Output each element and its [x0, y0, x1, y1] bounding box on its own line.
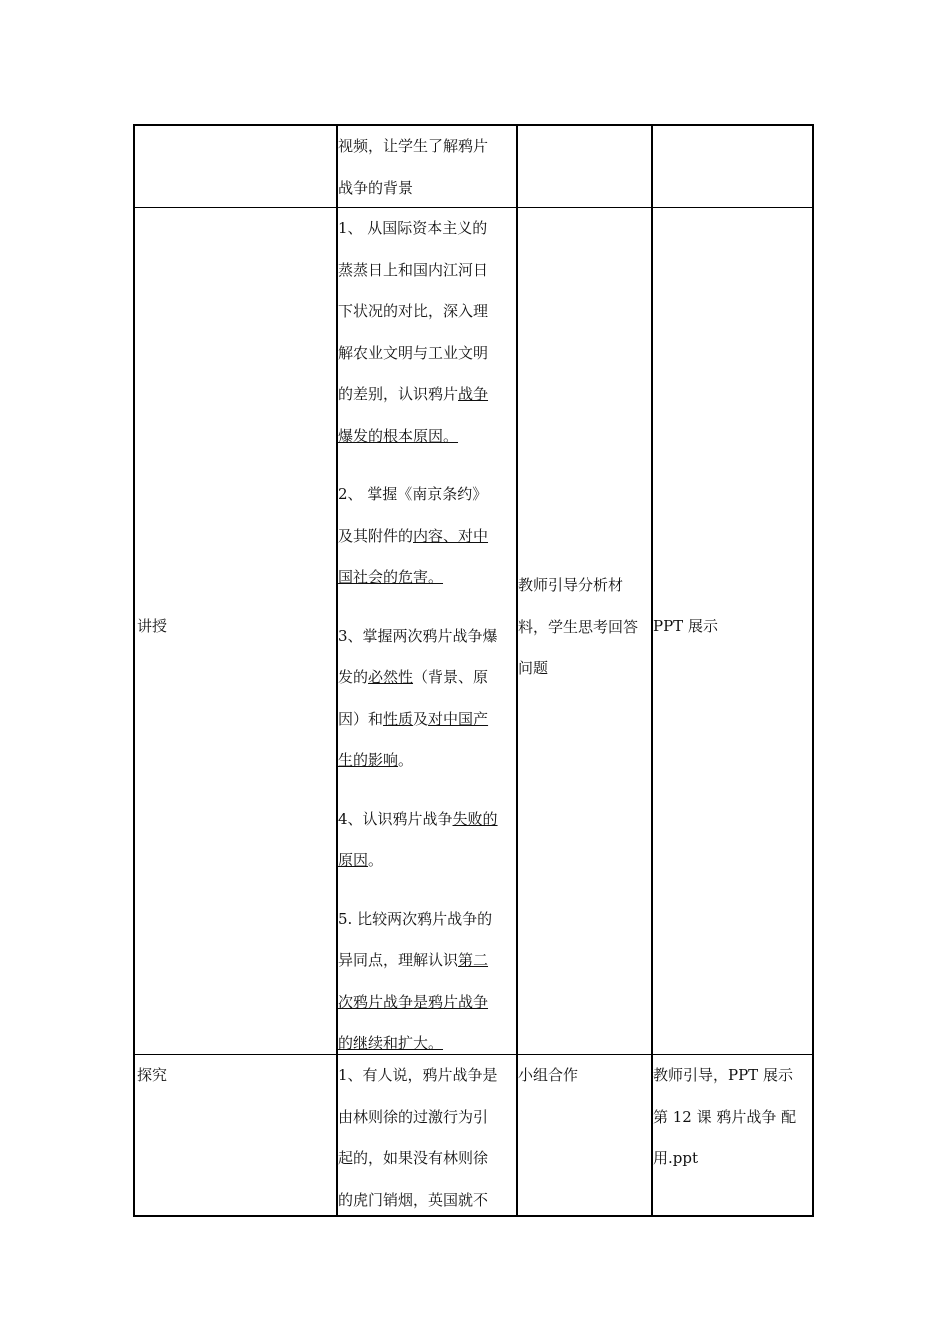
underlined-text: 次鸦片战争是鸦片战争 [338, 992, 489, 1011]
underlined-text: 生的影响 [338, 751, 399, 769]
column-divider [336, 126, 338, 1215]
underlined-text: 必然性 [368, 668, 414, 686]
teaching-method [518, 565, 638, 690]
text-line [338, 557, 498, 599]
text-line [338, 291, 498, 333]
text-line: 教师引导，PPT 展示 [653, 1066, 793, 1084]
text-run: 及其附件的 [338, 526, 414, 545]
text-line: 起的，如果没有林则徐 [338, 1149, 489, 1167]
text-line [338, 333, 498, 375]
lecture-item [338, 616, 498, 782]
text-line [338, 840, 498, 882]
table-row [135, 1055, 812, 1215]
text-run: （背景、原 [413, 668, 489, 686]
teaching-media: PPT 展示 [653, 617, 718, 635]
text-line [338, 250, 498, 292]
underlined-text: 内容、对中 [413, 526, 489, 545]
text-run: 。 [398, 751, 414, 769]
underlined-text: 的继续和扩大。 [338, 1034, 444, 1052]
text-line: 用.ppt [653, 1149, 699, 1167]
text-line [338, 474, 498, 516]
underlined-text: 对中国产 [428, 709, 489, 728]
text-run: 的差别，认识鸦片 [338, 385, 459, 403]
text-line [338, 374, 498, 416]
underlined-text: 失败的 [452, 809, 498, 828]
column-divider [516, 126, 518, 1215]
stage-label: 讲授 [137, 617, 168, 635]
text-run: 及 [413, 709, 429, 728]
teaching-method: 小组合作 [518, 1066, 579, 1084]
text-run: 。 [368, 851, 384, 869]
text-run: 蒸蒸日上和国内江河日 [338, 260, 489, 279]
text-run: 5. 比较两次鸦片战争的 [338, 909, 493, 928]
underlined-text: 原因 [338, 851, 369, 869]
lecture-item [338, 474, 498, 599]
text-line [338, 516, 498, 558]
text-line: 问题 [518, 659, 549, 677]
text-run: 异同点，理解认识 [338, 951, 459, 969]
text-line [338, 416, 498, 458]
text-run: 解农业文明与工业文明 [338, 343, 489, 362]
underlined-text: 性质 [383, 709, 414, 728]
text-line: 料，学生思考回答 [518, 617, 639, 636]
teaching-media [653, 1055, 796, 1180]
text-run: 3、掌握两次鸦片战争爆 [338, 626, 498, 645]
underlined-text: 国社会的危害。 [338, 568, 444, 586]
text-run: 1、 从国际资本主义的 [338, 219, 488, 237]
text-run: 下状况的对比，深入理 [338, 302, 489, 320]
underlined-text: 爆发的根本原因。 [338, 426, 459, 445]
text-run: 发的 [338, 668, 369, 686]
underlined-text: 第二 [458, 951, 489, 969]
inquiry-content [338, 1055, 498, 1221]
text-line [338, 208, 498, 250]
text-line [338, 799, 498, 841]
column-divider [651, 126, 653, 1215]
text-line: 第 12 课 鸦片战争 配 [653, 1107, 797, 1126]
text-line [338, 899, 498, 941]
text-line [338, 740, 498, 782]
text-line: 视频，让学生了解鸦片 [338, 137, 489, 155]
text-line: 的虎门销烟，英国就不 [338, 1190, 489, 1209]
text-run: 4、认识鸦片战争 [338, 809, 453, 828]
table-row [135, 126, 812, 208]
text-line: 战争的背景 [338, 178, 414, 197]
text-line: 由林则徐的过激行为引 [338, 1107, 489, 1126]
text-line: 1、有人说，鸦片战争是 [338, 1066, 498, 1084]
lecture-content [338, 208, 498, 1065]
stage-label: 探究 [137, 1066, 168, 1084]
table-row [135, 208, 812, 1055]
text-line [338, 616, 498, 658]
text-run: 因）和 [338, 709, 384, 728]
text-line [338, 657, 498, 699]
lecture-item [338, 899, 498, 1065]
text-line [338, 940, 498, 982]
lesson-plan-table [133, 124, 814, 1217]
row1-content [338, 126, 488, 209]
text-line [338, 699, 498, 741]
text-run: 2、 掌握《南京条约》 [338, 485, 488, 503]
text-line: 教师引导分析材 [518, 576, 624, 594]
lecture-item [338, 799, 498, 882]
underlined-text: 战争 [458, 385, 489, 403]
text-line [338, 982, 498, 1024]
lecture-item [338, 208, 498, 457]
